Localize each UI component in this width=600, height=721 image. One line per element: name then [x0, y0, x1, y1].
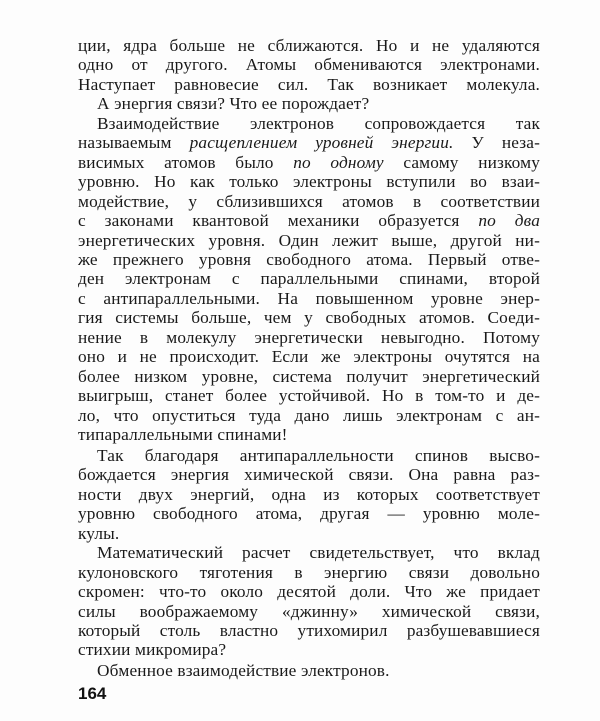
- text-segment: гия системы больше, чем у свободных атомов. Соеди-: [78, 308, 540, 328]
- text-line: [78, 640, 540, 659]
- text-line: [97, 543, 540, 562]
- text-line: [78, 55, 540, 74]
- text-segment: одно от другого. Атомы обмениваются электронами.: [78, 55, 540, 75]
- text-line: [78, 211, 540, 230]
- text-line: [78, 269, 540, 288]
- text-line: [78, 153, 540, 172]
- text-line: [97, 94, 540, 113]
- text-line: [78, 192, 540, 211]
- text-segment: ности двух энергий, одна из которых соответствует: [78, 484, 540, 504]
- italic-text: расщеплением уровней энергии.: [189, 133, 454, 153]
- text-line: [78, 406, 540, 425]
- text-line: [97, 114, 540, 133]
- text-segment: выигрыш, станет более устойчивой. Но в том-то и де-: [78, 386, 540, 406]
- text-segment: Взаимодействие электронов сопровождается так: [97, 113, 540, 133]
- text-segment: с законами квантовой механики образуется: [78, 211, 479, 231]
- text-segment: У неза-: [453, 133, 540, 153]
- text-line: [78, 133, 540, 152]
- text-line: [97, 661, 540, 680]
- text-line: [78, 465, 540, 484]
- text-segment: ции, ядра больше не сближаются. Но и не удаляются: [78, 36, 540, 55]
- text-segment: самому низкому: [383, 152, 540, 172]
- text-segment: типараллельными спинами!: [78, 425, 288, 444]
- text-segment: скромен: что-то около десятой доли. Что же придает: [78, 582, 540, 602]
- text-segment: же прежнего уровня свободного атома. Первый отве-: [78, 249, 540, 269]
- text-segment: бождается энергия химической связи. Она равна раз-: [78, 465, 540, 485]
- text-segment: оно и не происходит. Если же электроны очутятся на: [78, 347, 540, 367]
- text-line: [97, 446, 540, 465]
- text-line: [78, 524, 540, 543]
- text-line: [78, 347, 540, 366]
- italic-text: по два: [478, 211, 540, 231]
- text-segment: с антипараллельными. На повышенном уровне энер-: [78, 288, 540, 308]
- text-line: [78, 386, 540, 405]
- text-segment: стихии микромира?: [78, 640, 227, 660]
- text-segment: кулоновского тяготения в энергию связи довольно: [78, 562, 540, 582]
- text-segment: А энергия связи? Что ее порождает?: [97, 94, 370, 114]
- text-line: [78, 308, 540, 327]
- text-line: [78, 328, 540, 347]
- text-line: [78, 425, 540, 444]
- text-line: [78, 563, 540, 582]
- text-line: [78, 172, 540, 191]
- text-line: [78, 485, 540, 504]
- text-segment: нение в молекулу энергетически невыгодно. Потому: [78, 327, 540, 347]
- text-segment: более низком уровне, система получит энергетический: [78, 366, 540, 386]
- text-segment: который столь властно утихомирил разбушевавшиеся: [78, 621, 540, 640]
- text-segment: называемым: [78, 133, 190, 153]
- text-segment: модействие, у сблизившихся атомов в соответствии: [78, 191, 540, 211]
- text-line: [78, 602, 540, 621]
- italic-text: по одному: [293, 152, 384, 172]
- text-segment: висимых атомов было: [78, 152, 294, 172]
- text-line: [78, 75, 540, 94]
- text-segment: Обменное взаимодействие электронов.: [97, 661, 390, 681]
- text-line: [78, 231, 540, 250]
- text-segment: Математический расчет свидетельствует, что вклад: [97, 543, 540, 563]
- text-segment: кулы.: [78, 523, 120, 543]
- text-line: [78, 582, 540, 601]
- text-line: [78, 367, 540, 386]
- text-segment: ден электронам с параллельными спинами, второй: [78, 269, 540, 289]
- text-segment: Так благодаря антипараллельности спинов высво-: [97, 445, 540, 465]
- text-segment: уровню свободного атома, другая — уровню моле-: [78, 504, 540, 524]
- text-line: [78, 250, 540, 269]
- text-segment: уровню. Но как только электроны вступили во взаи-: [78, 172, 540, 192]
- text-segment: ло, что опуститься туда дано лишь электронам с ан-: [78, 405, 540, 425]
- page-number: 164: [78, 684, 107, 703]
- text-line: [78, 289, 540, 308]
- text-line: [78, 504, 540, 523]
- text-line: [78, 36, 540, 55]
- text-line: [78, 621, 540, 640]
- text-segment: силы воображаемому «джинну» химической связи,: [78, 601, 540, 621]
- text-segment: Наступает равновесие сил. Так возникает молекула.: [78, 74, 540, 94]
- text-segment: энергетических уровня. Один лежит выше, другой ни-: [78, 230, 540, 250]
